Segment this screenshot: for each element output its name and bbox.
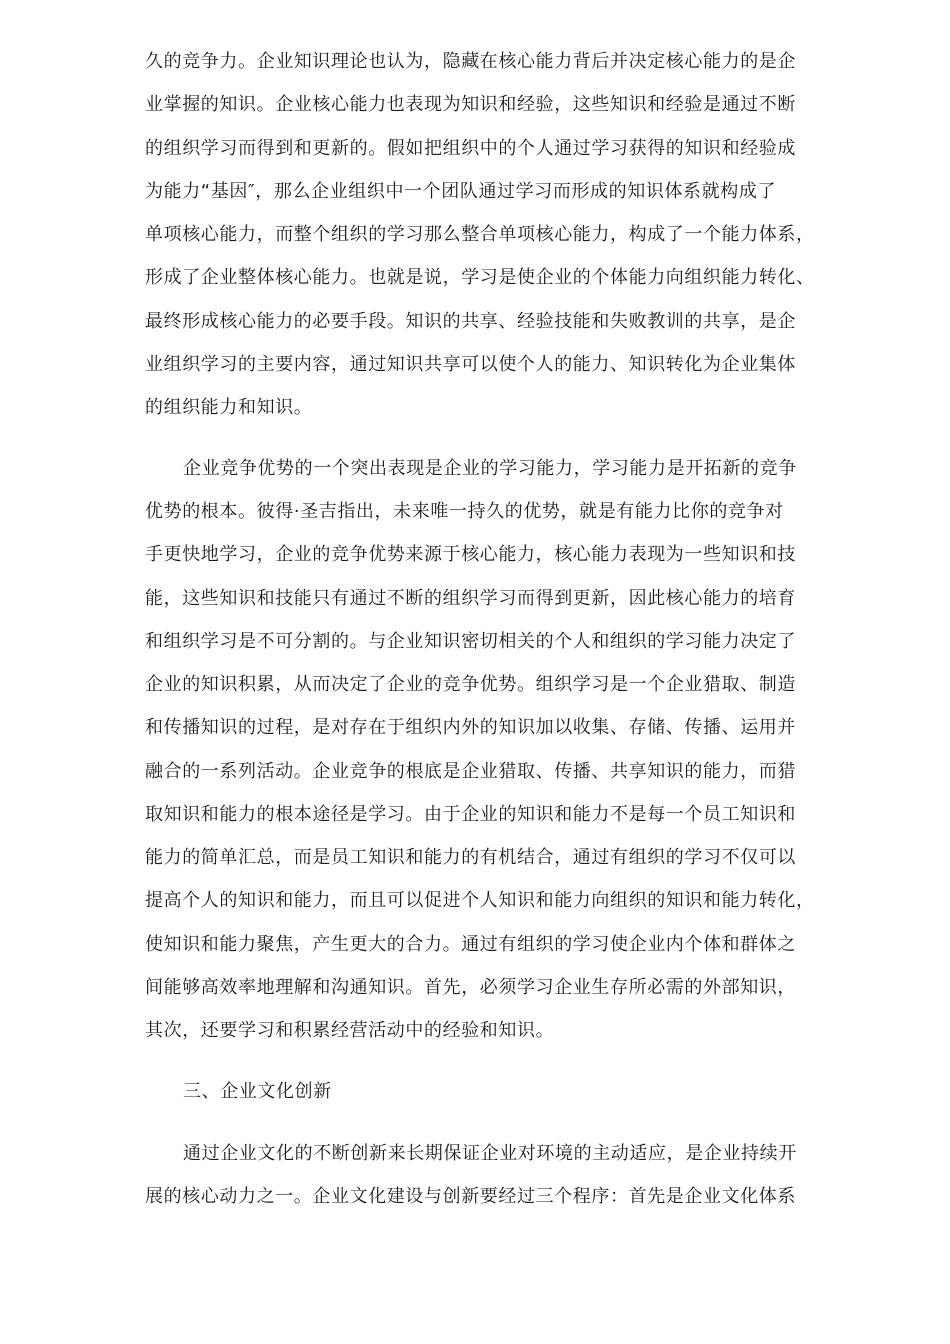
text-line: 企业的知识积累，从而决定了企业的竞争优势。组织学习是一个企业猎取、制造 xyxy=(145,674,796,695)
text-line: 提高个人的知识和能力，而且可以促进个人知识和能力向组织的知识和能力转化， xyxy=(145,890,815,911)
text-line: 业组织学习的主要内容，通过知识共享可以使个人的能力、知识转化为企业集体 xyxy=(145,354,796,375)
text-line: 使知识和能力聚焦，产生更大的合力。通过有组织的学习使企业内个体和群体之 xyxy=(145,934,796,955)
text-line: 的组织学习而得到和更新的。假如把组织中的个人通过学习获得的知识和经验成 xyxy=(145,138,796,159)
text-line: 间能够高效率地理解和沟通知识。首先，必须学习企业生存所必需的外部知识， xyxy=(145,977,796,998)
text-line: 和组织学习是不可分割的。与企业知识密切相关的个人和组织的学习能力决定了 xyxy=(145,631,796,652)
text-line: 能力的简单汇总，而是员工知识和能力的有机结合，通过有组织的学习不仅可以 xyxy=(145,847,796,868)
text-line: 久的竞争力。企业知识理论也认为，隐藏在核心能力背后并决定核心能力的是企 xyxy=(145,51,796,72)
text-line: 的组织能力和知识。 xyxy=(145,397,313,418)
text-line: 为能力“基因″，那么企业组织中一个团队通过学习而形成的知识体系就构成了 xyxy=(145,181,777,202)
text-line: 和传播知识的过程，是对存在于组织内外的知识加以收集、存储、传播、运用并 xyxy=(145,717,796,738)
text-line: 形成了企业整体核心能力。也就是说，学习是使企业的个体能力向组织能力转化、 xyxy=(145,267,815,288)
text-line: 通过企业文化的不断创新来长期保证企业对环境的主动适应，是企业持续开 xyxy=(183,1143,797,1164)
text-line: 融合的一系列活动。企业竞争的根底是企业猎取、传播、共享知识的能力，而猎 xyxy=(145,761,796,782)
text-line: 企业竞争优势的一个突出表现是企业的学习能力，学习能力是开拓新的竞争 xyxy=(183,458,797,479)
text-line: 业掌握的知识。企业核心能力也表现为知识和经验，这些知识和经验是通过不断 xyxy=(145,94,796,115)
text-line: 取知识和能力的根本途径是学习。由于企业的知识和能力不是每一个员工知识和 xyxy=(145,804,796,825)
text-line: 优势的根本。彼得·圣吉指出，未来唯一持久的优势，就是有能力比你的竞争对 xyxy=(145,501,784,522)
text-line: 单项核心能力，而整个组织的学习那么整合单项核心能力，构成了一个能力体系， xyxy=(145,224,815,245)
section-heading: 三、企业文化创新 xyxy=(183,1081,332,1102)
text-line: 能，这些知识和技能只有通过不断的组织学习而得到更新，因此核心能力的培育 xyxy=(145,588,796,609)
text-line: 手更快地学习，企业的竞争优势来源于核心能力，核心能力表现为一些知识和技 xyxy=(145,544,796,565)
text-line: 最终形成核心能力的必要手段。知识的共享、经验技能和失败教训的共享，是企 xyxy=(145,311,796,332)
text-line: 其次，还要学习和积累经营活动中的经验和知识。 xyxy=(145,1020,555,1041)
text-line: 展的核心动力之一。企业文化建设与创新要经过三个程序：首先是企业文化体系 xyxy=(145,1186,796,1207)
